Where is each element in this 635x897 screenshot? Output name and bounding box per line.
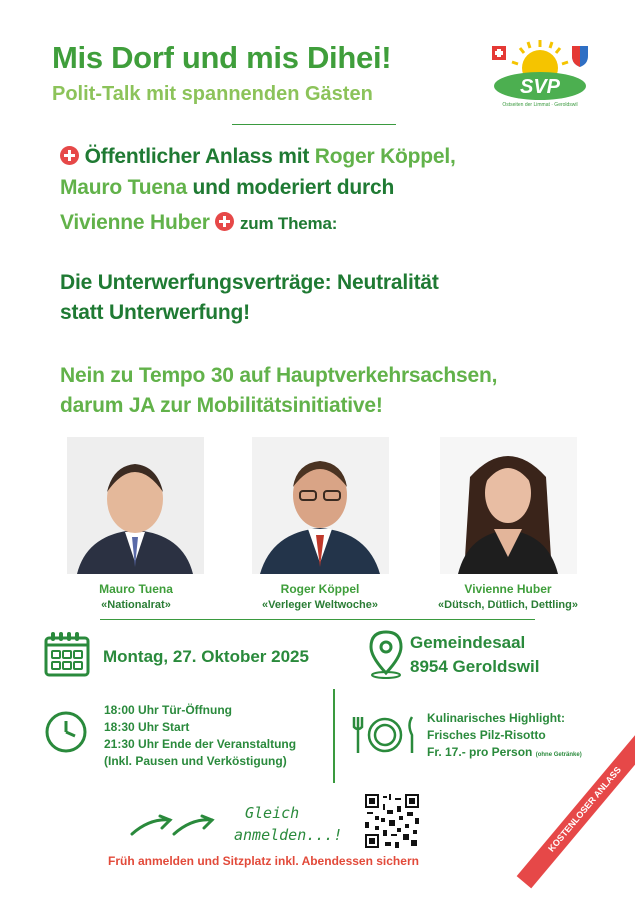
qr-code[interactable] <box>363 792 421 855</box>
topic-1-line-1: Die Unterwerfungsverträge: Neutralität <box>60 271 439 294</box>
schedule-line: 21:30 Uhr Ende der Veranstaltung <box>104 737 297 751</box>
food-line: Kulinarisches Highlight: <box>427 711 566 725</box>
handwritten-cta-line-1: Gleich <box>245 804 300 822</box>
free-event-ribbon: KOSTENLOSER ANLASS <box>517 731 635 889</box>
speaker-photo-roger-koeppel <box>252 437 389 574</box>
schedule-line: 18:30 Uhr Start <box>104 720 190 734</box>
venue-name: Gemeindesaal <box>410 633 526 652</box>
speaker-role: «Verleger Weltwoche» <box>262 599 378 611</box>
speaker-name: Mauro Tuena <box>99 582 173 596</box>
event-date: Montag, 27. Oktober 2025 <box>103 647 309 666</box>
food-price: Fr. 17.- pro Person (ohne Getränke) <box>427 745 582 759</box>
page-title: Mis Dorf und mis Dihei! <box>52 40 392 75</box>
footer-note: Früh anmelden und Sitzplatz inkl. Abendessen sichern <box>108 854 419 868</box>
arrows-icon <box>128 812 228 843</box>
topic-2-line-2: darum JA zur Mobilitätsinitiative! <box>60 394 383 417</box>
divider <box>100 619 535 620</box>
svp-logo <box>484 38 596 110</box>
intro-line-2: Mauro Tuena und moderiert durch <box>60 176 395 199</box>
topic-1-line-2: statt Unterwerfung! <box>60 301 250 324</box>
topic-2-line-1: Nein zu Tempo 30 auf Hauptverkehrsachsen, <box>60 364 498 387</box>
vertical-divider <box>333 689 335 783</box>
venue-address: 8954 Geroldswil <box>410 657 540 676</box>
speaker-name: Vivienne Huber <box>464 582 552 596</box>
speaker-photo-mauro-tuena <box>67 437 204 574</box>
page-subtitle: Polit-Talk mit spannenden Gästen <box>52 83 373 105</box>
speaker-name: Roger Köppel <box>280 582 360 596</box>
schedule-line: 18:00 Uhr Tür-Öffnung <box>104 703 232 717</box>
intro-line-1: Öffentlicher Anlass mit Roger Köppel, <box>60 145 456 169</box>
speaker-photo-vivienne-huber <box>440 437 577 574</box>
svg-text:SVP: SVP <box>519 76 561 98</box>
location-pin-icon <box>366 629 406 684</box>
speaker-role: «Nationalrat» <box>101 599 171 611</box>
swiss-cross-icon <box>60 146 79 165</box>
calendar-icon <box>44 631 90 682</box>
handwritten-cta-line-2: anmelden...! <box>234 826 343 844</box>
intro-line-3: Vivienne Huber zum Thema: <box>60 211 338 234</box>
logo-tagline: Ostseiten der Limmat · Geroldswil <box>502 102 578 108</box>
schedule-line: (Inkl. Pausen und Verköstigung) <box>104 754 287 768</box>
food-line: Frisches Pilz-Risotto <box>427 728 546 742</box>
swiss-cross-icon <box>215 212 234 231</box>
clock-icon <box>44 710 88 759</box>
plate-cutlery-icon <box>352 713 418 762</box>
speaker-role: «Dütsch, Dütlich, Dettling» <box>438 599 578 611</box>
divider <box>232 124 396 125</box>
